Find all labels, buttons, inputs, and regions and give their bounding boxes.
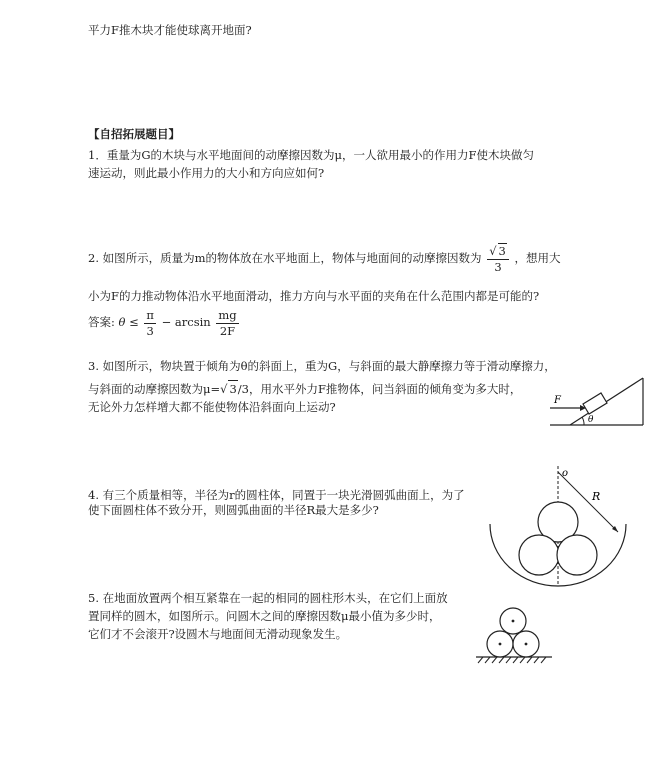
q5-line2: 置同样的圆木，如图所示。问圆木之间的摩擦因数μ最小值为多少时， bbox=[88, 609, 441, 623]
q2-answer-pi-den: 3 bbox=[146, 323, 154, 338]
q2-answer-2f: 2F bbox=[219, 323, 236, 338]
q2-answer-pi-fraction bbox=[144, 308, 156, 339]
q2-line1-text: 2. 如图所示，质量为m的物体放在水平地面上，物体与地面间的动摩擦因数为 bbox=[88, 251, 482, 265]
q2-answer-mg: mg bbox=[218, 307, 237, 322]
q1-line2: 速运动，则此最小作用力的大小和方向应如何? bbox=[88, 166, 325, 180]
q2-answer-mg-fraction bbox=[216, 308, 238, 339]
q2-line1-tail: ，想用大 bbox=[514, 251, 561, 265]
q3-incline-figure bbox=[540, 370, 650, 430]
carryover-line: 平力F推木块才能使球离开地面? bbox=[88, 23, 252, 37]
q5-line3: 它们才不会滚开?设圆木与地面间无滑动现象发生。 bbox=[88, 627, 348, 641]
q2-answer-pi: π bbox=[146, 307, 154, 322]
q2-mu-denominator: 3 bbox=[494, 260, 502, 274]
q3-fig-label-theta: θ bbox=[588, 415, 594, 425]
q1-line1: 1．重量为G的木块与水平地面间的动摩擦因数为μ，一人欲用最小的作用力F使木块做匀 bbox=[88, 148, 534, 162]
q4-fig-label-r: R bbox=[592, 490, 601, 503]
q4-line2: 使下面圆柱体不致分开，则圆弧曲面的半径R最大是多少? bbox=[88, 503, 379, 517]
q2-answer-label: 答案: bbox=[88, 315, 115, 329]
q4-line1: 4. 有三个质量相等，半径为r的圆柱体，同置于一块光滑圆弧曲面上，为了 bbox=[88, 488, 465, 502]
section-title: 【自招拓展题目】 bbox=[88, 127, 180, 141]
q3-line2: 与斜面的动摩擦因数为μ=√ 3/3，用水平外力F推物体，问当斜面的倾角变为多大时， bbox=[88, 382, 522, 396]
q2-line2: 小为F的力推动物体沿水平地面滑动，推力方向与水平面的夹角在什么范围内都是可能的? bbox=[88, 289, 540, 303]
q3-line3: 无论外力怎样增大都不能使物体沿斜面向上运动? bbox=[88, 400, 336, 414]
q2-mu-numerator: 3 bbox=[498, 244, 506, 258]
q4-fig-label-o: o bbox=[562, 468, 569, 479]
q3-line2-tail: /3，用水平外力F推物体，问当斜面的倾角变为多大时， bbox=[237, 382, 522, 396]
q2-mu-fraction: $\frac{√ 3}{3}$ bbox=[487, 243, 509, 275]
q3-sqrt-value: 3 bbox=[229, 382, 237, 396]
q2-answer bbox=[88, 305, 241, 339]
q3-fig-label-f: F bbox=[554, 395, 561, 406]
q3-line2-text: 与斜面的动摩擦因数为μ= bbox=[88, 382, 221, 396]
q4-arc-figure bbox=[486, 462, 648, 590]
q2-line1 bbox=[88, 242, 561, 275]
q2-answer-minus: − arcsin bbox=[161, 315, 211, 329]
q2-answer-theta: θ ≤ bbox=[118, 315, 139, 329]
q3-line1: 3. 如图所示，物块置于倾角为θ的斜面上，重为G，与斜面的最大静摩擦力等于滑动摩擦力， bbox=[88, 359, 556, 373]
q5-logs-figure bbox=[474, 600, 554, 670]
q5-line1: 5. 在地面放置两个相互紧靠在一起的相同的圆柱形木头，在它们上面放 bbox=[88, 591, 448, 605]
